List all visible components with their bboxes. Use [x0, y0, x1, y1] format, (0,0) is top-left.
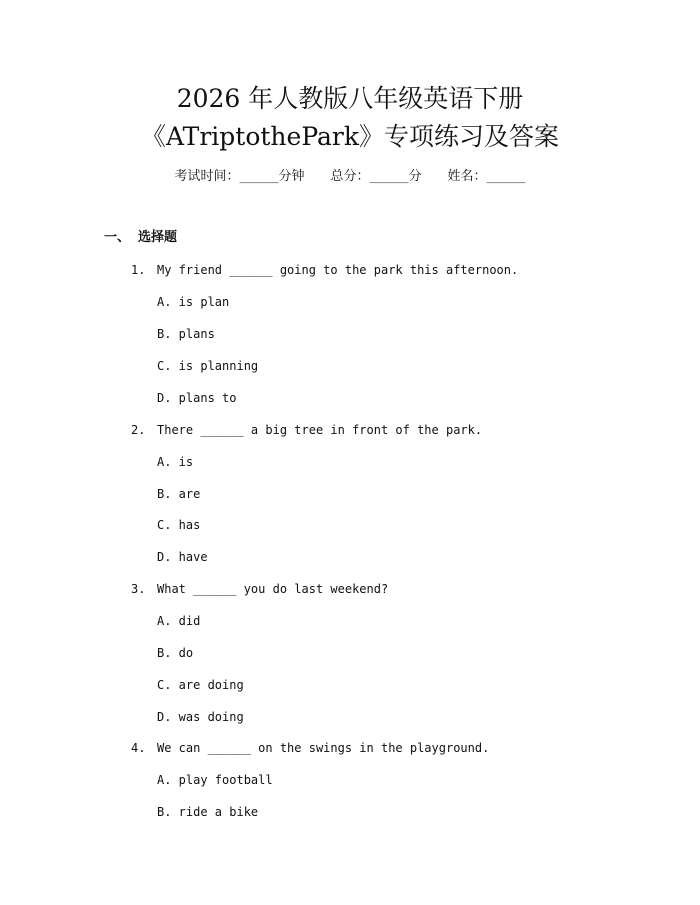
- question-text: There ______ a big tree in front of the park.: [157, 423, 483, 437]
- option-a: A. did: [157, 614, 201, 628]
- total-score-field: 总分：______分: [330, 169, 422, 184]
- option-a: A. is plan: [157, 295, 230, 309]
- exam-time-field: 考试时间：______分钟: [174, 169, 305, 184]
- option-c: C. is planning: [157, 359, 259, 373]
- doc-title-line-2: 《ATriptothePark》专项练习及答案: [140, 122, 560, 151]
- question-number: 2.: [131, 423, 146, 437]
- option-d: D. was doing: [157, 710, 244, 724]
- doc-title-line-1: 2026 年人教版八年级英语下册: [176, 84, 524, 113]
- question-number: 4.: [131, 741, 146, 755]
- option-b: B. do: [157, 646, 194, 660]
- option-b: B. ride a bike: [157, 805, 259, 819]
- question-number: 3.: [131, 582, 146, 596]
- option-b: B. plans: [157, 327, 215, 341]
- option-d: D. plans to: [157, 391, 237, 405]
- question-text: My friend ______ going to the park this afternoon.: [157, 263, 519, 277]
- question-number: 1.: [131, 263, 146, 277]
- option-a: A. is: [157, 455, 194, 469]
- option-c: C. are doing: [157, 678, 244, 692]
- question-text: What ______ you do last weekend?: [157, 582, 389, 596]
- option-b: B. are: [157, 487, 201, 501]
- option-a: A. play football: [157, 773, 273, 787]
- student-name-field: 姓名：______: [447, 169, 526, 184]
- option-d: D. have: [157, 550, 208, 564]
- question-text: We can ______ on the swings in the playground.: [157, 741, 490, 755]
- section-title: 选择题: [138, 230, 178, 245]
- option-c: C. has: [157, 518, 201, 532]
- section-heading: [104, 229, 177, 247]
- section-number: 一、: [104, 230, 131, 245]
- exam-info-line: [0, 168, 700, 186]
